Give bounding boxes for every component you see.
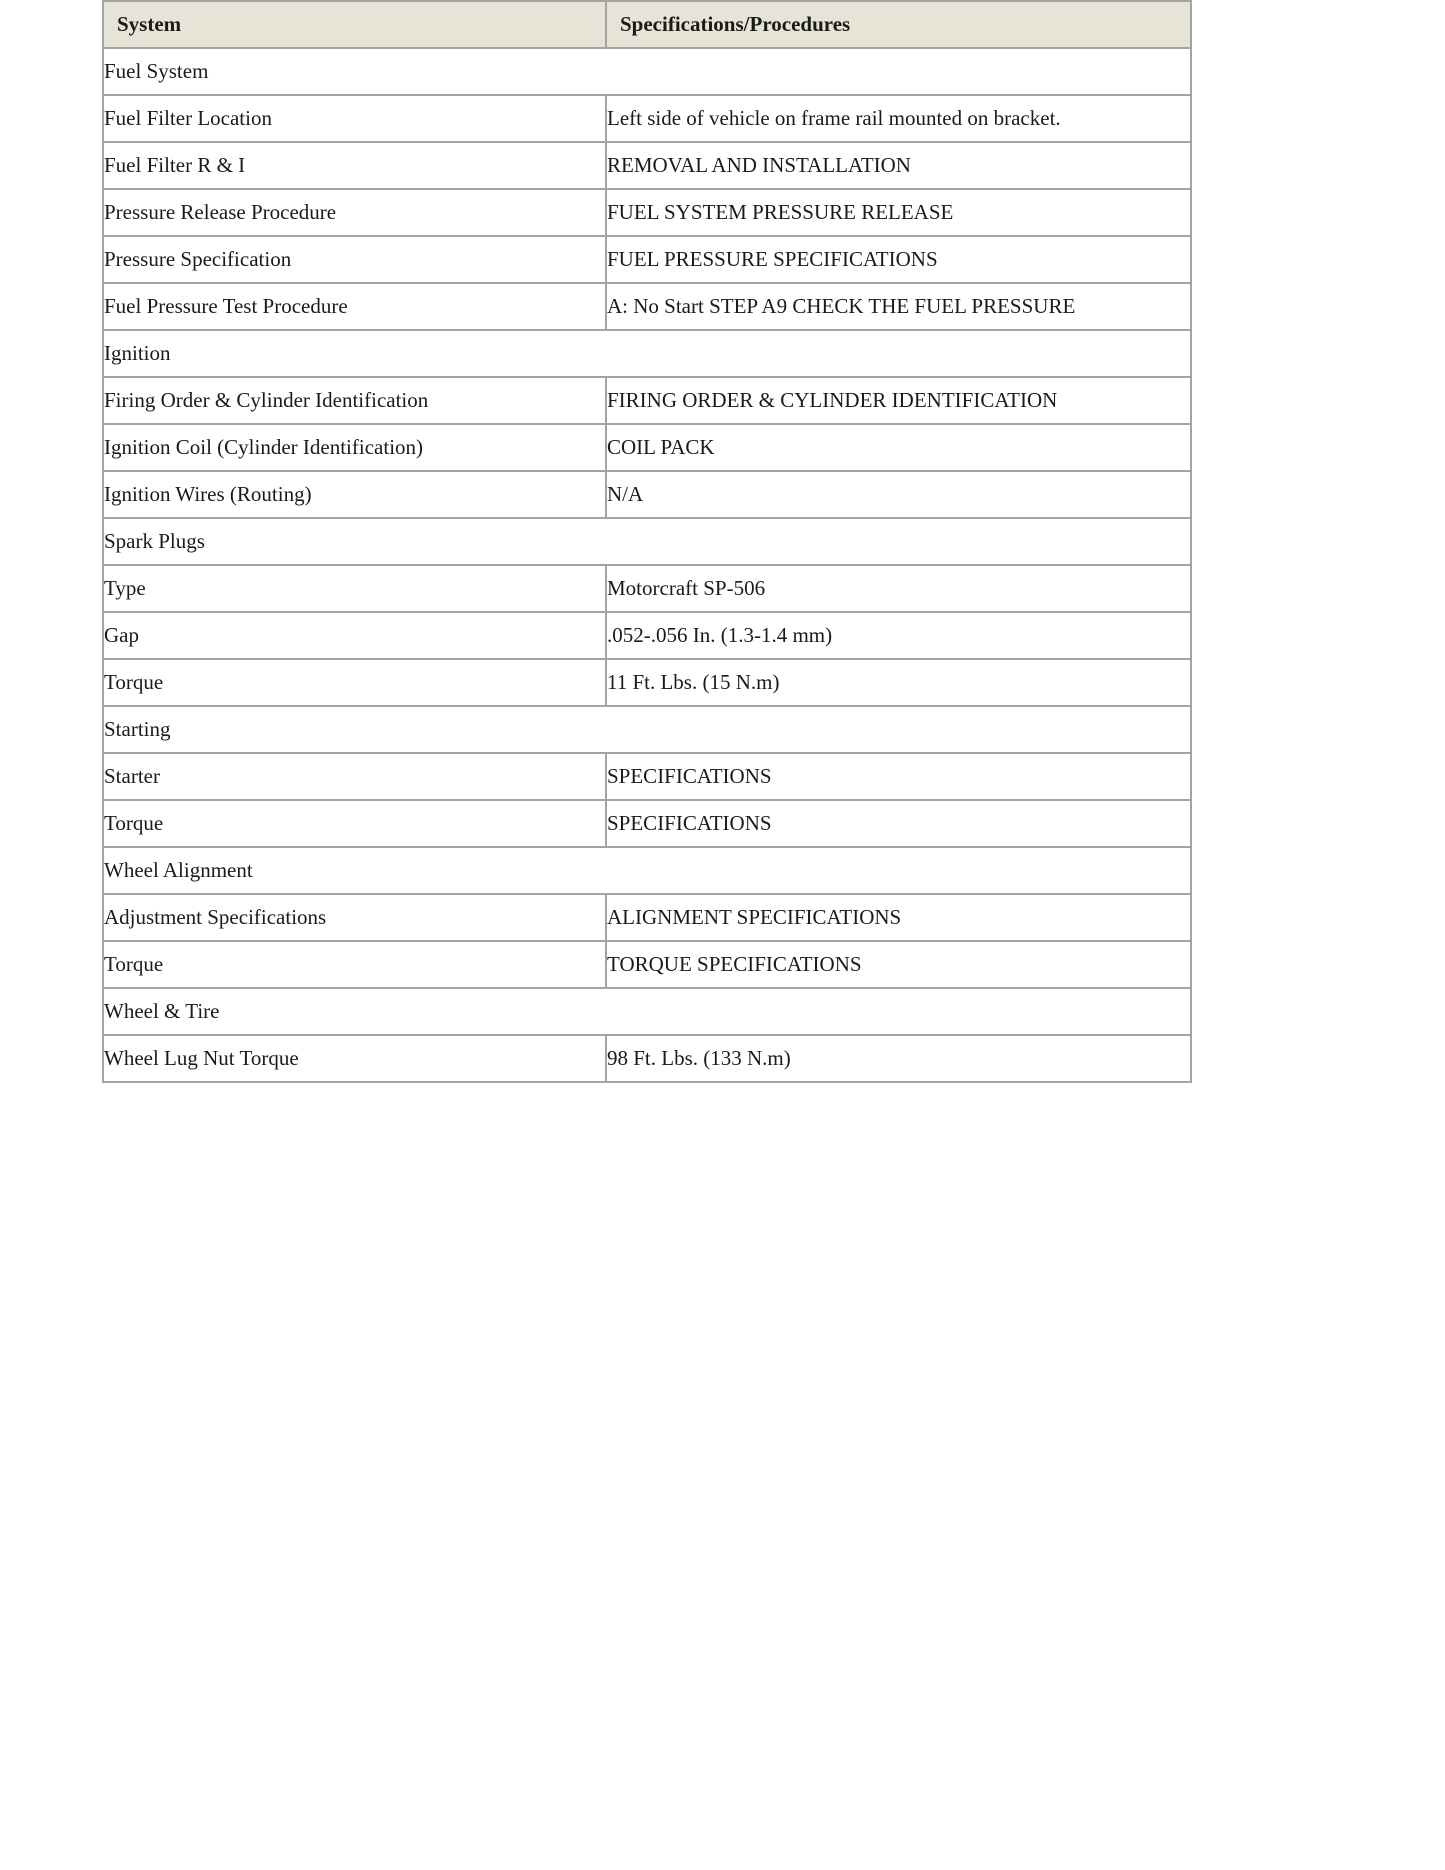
item-value: A: No Start STEP A9 CHECK THE FUEL PRESSURE [606, 283, 1191, 330]
table-row [103, 283, 1191, 330]
item-label: Pressure Release Procedure [103, 189, 606, 236]
item-value: Motorcraft SP-506 [606, 565, 1191, 612]
table-row [103, 565, 1191, 612]
item-label: Ignition Coil (Cylinder Identification) [103, 424, 606, 471]
section-row [103, 48, 1191, 95]
table-body [103, 48, 1191, 1082]
item-label: Adjustment Specifications [103, 894, 606, 941]
column-header-system: System [103, 1, 606, 48]
table-row [103, 377, 1191, 424]
item-label: Fuel Filter R & I [103, 142, 606, 189]
section-title: Fuel System [103, 48, 1191, 95]
item-value: .052-.056 In. (1.3-1.4 mm) [606, 612, 1191, 659]
item-value: REMOVAL AND INSTALLATION [606, 142, 1191, 189]
item-value: FUEL PRESSURE SPECIFICATIONS [606, 236, 1191, 283]
table-header [103, 1, 1191, 48]
item-value: SPECIFICATIONS [606, 800, 1191, 847]
table-row [103, 471, 1191, 518]
column-header-specifications: Specifications/Procedures [606, 1, 1191, 48]
item-label: Wheel Lug Nut Torque [103, 1035, 606, 1082]
section-title: Starting [103, 706, 1191, 753]
item-value: SPECIFICATIONS [606, 753, 1191, 800]
item-label: Pressure Specification [103, 236, 606, 283]
table-row [103, 800, 1191, 847]
item-value: FUEL SYSTEM PRESSURE RELEASE [606, 189, 1191, 236]
section-title: Ignition [103, 330, 1191, 377]
item-value: TORQUE SPECIFICATIONS [606, 941, 1191, 988]
section-title: Spark Plugs [103, 518, 1191, 565]
table-row [103, 142, 1191, 189]
item-label: Torque [103, 941, 606, 988]
item-value: N/A [606, 471, 1191, 518]
table-row [103, 424, 1191, 471]
section-title: Wheel & Tire [103, 988, 1191, 1035]
table-row [103, 189, 1191, 236]
table-row [103, 941, 1191, 988]
item-label: Fuel Pressure Test Procedure [103, 283, 606, 330]
section-title: Wheel Alignment [103, 847, 1191, 894]
item-label: Type [103, 565, 606, 612]
item-label: Torque [103, 659, 606, 706]
section-row [103, 518, 1191, 565]
section-row [103, 706, 1191, 753]
specifications-table [102, 0, 1192, 1083]
item-value: FIRING ORDER & CYLINDER IDENTIFICATION [606, 377, 1191, 424]
item-value: COIL PACK [606, 424, 1191, 471]
item-label: Firing Order & Cylinder Identification [103, 377, 606, 424]
table-row [103, 612, 1191, 659]
table-row [103, 659, 1191, 706]
item-label: Gap [103, 612, 606, 659]
item-value: ALIGNMENT SPECIFICATIONS [606, 894, 1191, 941]
item-label: Starter [103, 753, 606, 800]
item-label: Torque [103, 800, 606, 847]
item-label: Ignition Wires (Routing) [103, 471, 606, 518]
table-row [103, 753, 1191, 800]
item-label: Fuel Filter Location [103, 95, 606, 142]
item-value: Left side of vehicle on frame rail mounted on bracket. [606, 95, 1191, 142]
header-row [103, 1, 1191, 48]
table-row [103, 894, 1191, 941]
table-row [103, 236, 1191, 283]
section-row [103, 847, 1191, 894]
table-row [103, 1035, 1191, 1082]
item-value: 98 Ft. Lbs. (133 N.m) [606, 1035, 1191, 1082]
section-row [103, 330, 1191, 377]
table-row [103, 95, 1191, 142]
item-value: 11 Ft. Lbs. (15 N.m) [606, 659, 1191, 706]
section-row [103, 988, 1191, 1035]
